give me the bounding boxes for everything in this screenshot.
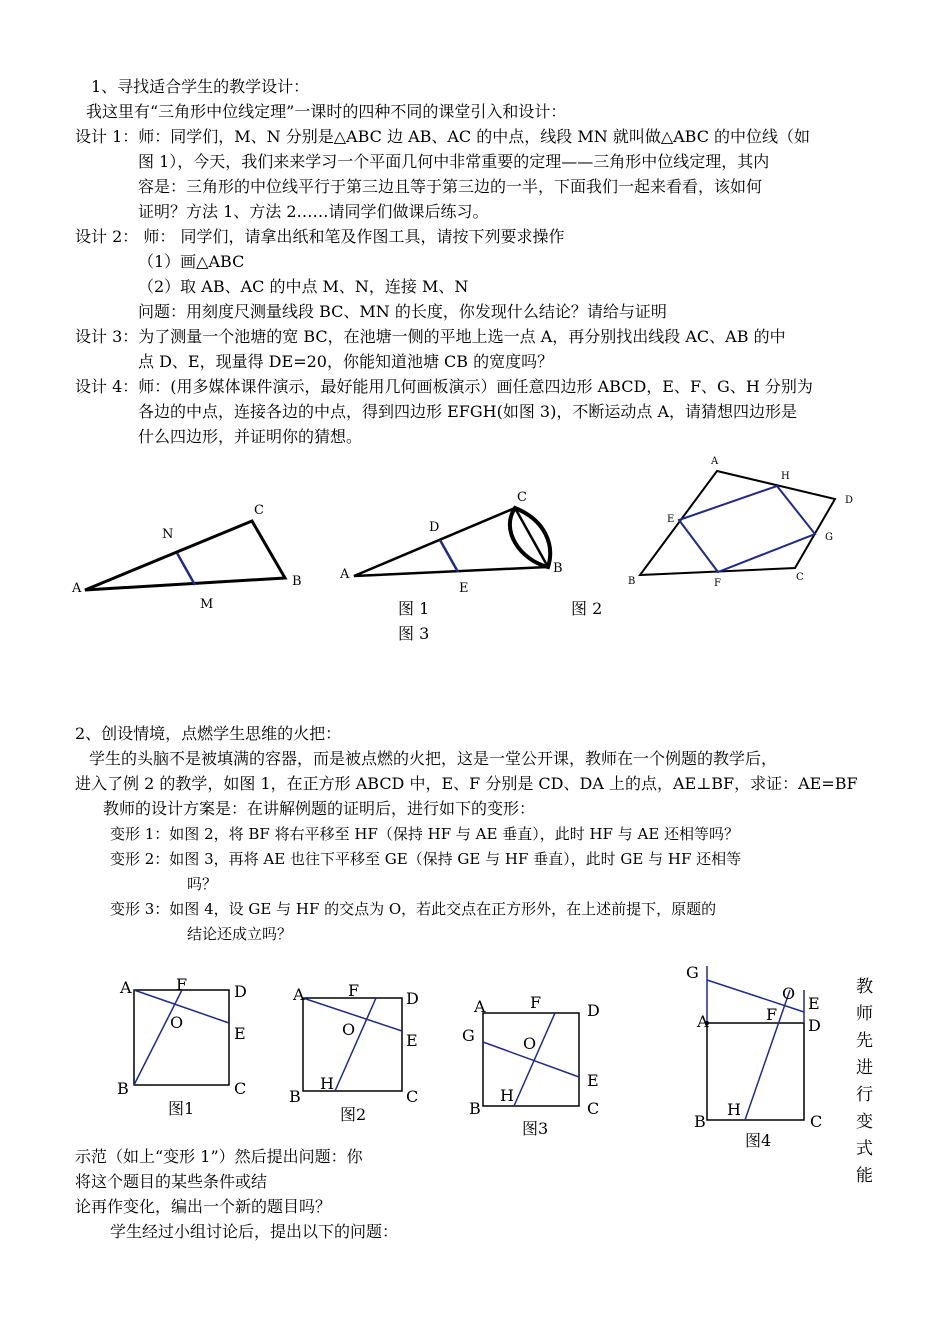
figure2-pond-triangle — [339, 490, 563, 596]
sq2-d: D — [406, 989, 419, 1008]
sq2-o: O — [342, 1020, 356, 1039]
sq1-o: O — [170, 1013, 184, 1032]
sq3-o: O — [523, 1034, 537, 1053]
square-figure-1 — [117, 975, 247, 1098]
tail-line: 示范（如上“变形 1”）然后提出问题：你 — [75, 1147, 363, 1166]
sq2-h: H — [320, 1074, 334, 1093]
design1-line: 设计 1：师：同学们，M、N 分别是△ABC 边 AB、AC 的中点，线段 MN 就叫做△ABC 的中位线（如 — [75, 127, 811, 146]
section2-heading: 2、创设情境，点燃学生思维的火把： — [75, 724, 342, 743]
sq3-h: H — [500, 1086, 514, 1105]
sq3-c: C — [587, 1099, 600, 1118]
figure1-triangle — [71, 503, 302, 612]
sq3-e: E — [587, 1071, 599, 1090]
fig2-label-d: D — [429, 520, 440, 535]
square-figure-2 — [289, 981, 419, 1106]
section2-para-line: 进入了例 2 的教学，如图 1，在正方形 ABCD 中，E、F 分别是 CD、DA 上的点，AE⊥BF，求证：AE=BF — [75, 774, 858, 793]
sq2-e: E — [406, 1031, 418, 1050]
variant1: 变形 1：如图 2，将 BF 将右平移至 HF（保持 HF 与 AE 垂直），此时 HF 与 AE 还相等吗？ — [110, 825, 740, 843]
sq4-g: G — [686, 963, 699, 982]
fig1-label-n: N — [162, 527, 174, 542]
fig3-label-h: H — [781, 471, 790, 482]
sq-caption-3: 图3 — [522, 1119, 549, 1138]
sq1-a: A — [120, 978, 132, 997]
sq4-c: C — [810, 1112, 823, 1131]
design4-line: 设计 4：师：(用多媒体课件演示，最好能用几何画板演示）画任意四边形 ABCD，E、F、G、H 分别为 — [75, 377, 813, 396]
sq3-a: A — [474, 997, 486, 1016]
square-figure-4 — [686, 963, 822, 1131]
design1-line: 证明？方法 1、方法 2……请同学们做课后练习。 — [138, 202, 489, 221]
vertical-char: 变 — [856, 1112, 873, 1132]
vertical-char: 行 — [856, 1085, 873, 1105]
fig3-label-b: B — [628, 576, 636, 587]
fig3-label-a: A — [711, 456, 719, 467]
fig1-label-b: B — [292, 574, 302, 589]
design2-line: （1）画△ABC — [138, 252, 245, 271]
vertical-char: 先 — [856, 1031, 873, 1051]
caption-fig1: 图 1 — [398, 599, 430, 618]
vertical-text — [856, 974, 876, 1190]
variant3-line: 结论还成立吗？ — [187, 925, 293, 943]
sq4-d: D — [808, 1016, 821, 1035]
sq-caption-4: 图4 — [745, 1131, 772, 1150]
vertical-char: 式 — [856, 1139, 873, 1159]
sq1-d: D — [234, 982, 247, 1001]
fig2-label-c: C — [517, 490, 527, 505]
fig2-label-a: A — [340, 567, 350, 582]
section1-intro: 我这里有“三角形中位线定理”一课时的四种不同的课堂引入和设计： — [86, 102, 567, 121]
design4-line: 什么四边形，并证明你的猜想。 — [138, 427, 363, 446]
fig3-label-d: D — [845, 495, 854, 506]
fig3-label-f: F — [714, 578, 721, 589]
design2-line: 问题：用刻度尺测量线段 BC、MN 的长度，你发现什么结论？请给与证明 — [138, 302, 667, 321]
tail-line: 论再作变化，编出一个新的题目吗？ — [75, 1197, 332, 1216]
vertical-char: 教 — [856, 977, 873, 997]
design3-line: 设计 3：为了测量一个池塘的宽 BC，在池塘一侧的平地上选一点 A，再分别找出线段 AC、AB 的中 — [75, 327, 786, 346]
section2-para-line: 学生的头脑不是被填满的容器，而是被点燃的火把，这是一堂公开课，教师在一个例题的教学后， — [89, 749, 778, 768]
sq4-f: F — [766, 1005, 778, 1024]
sq3-b: B — [469, 1099, 481, 1118]
fig1-label-c: C — [254, 503, 264, 518]
caption-fig2: 图 2 — [571, 599, 603, 618]
sq3-f: F — [530, 993, 542, 1012]
design2-line: 设计 2： 师： 同学们，请拿出纸和笔及作图工具，请按下列要求操作 — [75, 227, 565, 246]
figure3-quadrilateral — [628, 456, 853, 589]
sq2-f: F — [348, 981, 360, 1000]
design1-line: 容是：三角形的中位线平行于第三边且等于第三边的一半，下面我们一起来看看，该如何 — [138, 177, 763, 196]
vertical-char: 进 — [856, 1058, 873, 1078]
fig3-label-g: G — [825, 532, 833, 543]
sq1-f: F — [176, 975, 188, 994]
sq1-b: B — [117, 1079, 129, 1098]
sq4-o: O — [782, 984, 796, 1003]
sq2-c: C — [406, 1087, 419, 1106]
square-figure-3 — [462, 993, 600, 1118]
design1-line: 图 1），今天，我们来来学习一个平面几何中非常重要的定理——三角形中位线定理，其内 — [138, 152, 770, 171]
final-line: 学生经过小组讨论后，提出以下的问题： — [110, 1222, 399, 1241]
variant2-line: 变形 2：如图 3，再将 AE 也往下平移至 GE（保持 GE 与 HF 垂直），此时 GE 与 HF 还相等 — [110, 850, 742, 868]
fig2-label-e: E — [459, 581, 469, 596]
fig3-label-e: E — [667, 514, 675, 525]
sq4-b: B — [694, 1112, 706, 1131]
sq3-g: G — [462, 1026, 475, 1045]
vertical-char: 师 — [856, 1004, 873, 1024]
design3-line: 点 D、E，现量得 DE=20，你能知道池塘 CB 的宽度吗？ — [138, 352, 554, 371]
sq4-a: A — [697, 1012, 709, 1031]
vertical-char: 能 — [856, 1166, 873, 1186]
design2-line: （2）取 AB、AC 的中点 M、N，连接 M、N — [138, 277, 469, 296]
variant2-line: 吗？ — [187, 875, 218, 893]
caption-fig3: 图 3 — [398, 624, 430, 643]
section1-heading: 1、寻找适合学生的教学设计： — [91, 77, 310, 96]
sq-caption-2: 图2 — [340, 1105, 367, 1124]
fig1-label-a: A — [72, 581, 82, 596]
variant3-line: 变形 3：如图 4，设 GE 与 HF 的交点为 O，若此交点在正方形外，在上述前提下，原题的 — [110, 900, 717, 918]
sq2-a: A — [293, 985, 305, 1004]
sq1-c: C — [234, 1079, 247, 1098]
sq4-h: H — [727, 1100, 741, 1119]
sq1-e: E — [234, 1024, 246, 1043]
fig1-label-m: M — [200, 597, 214, 612]
sq4-e: E — [808, 994, 820, 1013]
design4-line: 各边的中点，连接各边的中点，得到四边形 EFGH(如图 3)，不断运动点 A，请猜想四边形是 — [138, 402, 797, 421]
sq3-d: D — [587, 1001, 600, 1020]
section2-plan: 教师的设计方案是：在讲解例题的证明后，进行如下的变形： — [103, 799, 536, 818]
sq-caption-1: 图1 — [168, 1099, 195, 1118]
fig2-label-b: B — [553, 561, 563, 576]
fig3-label-c: C — [796, 572, 804, 583]
tail-line: 将这个题目的某些条件或结 — [75, 1172, 268, 1191]
sq2-b: B — [289, 1087, 301, 1106]
